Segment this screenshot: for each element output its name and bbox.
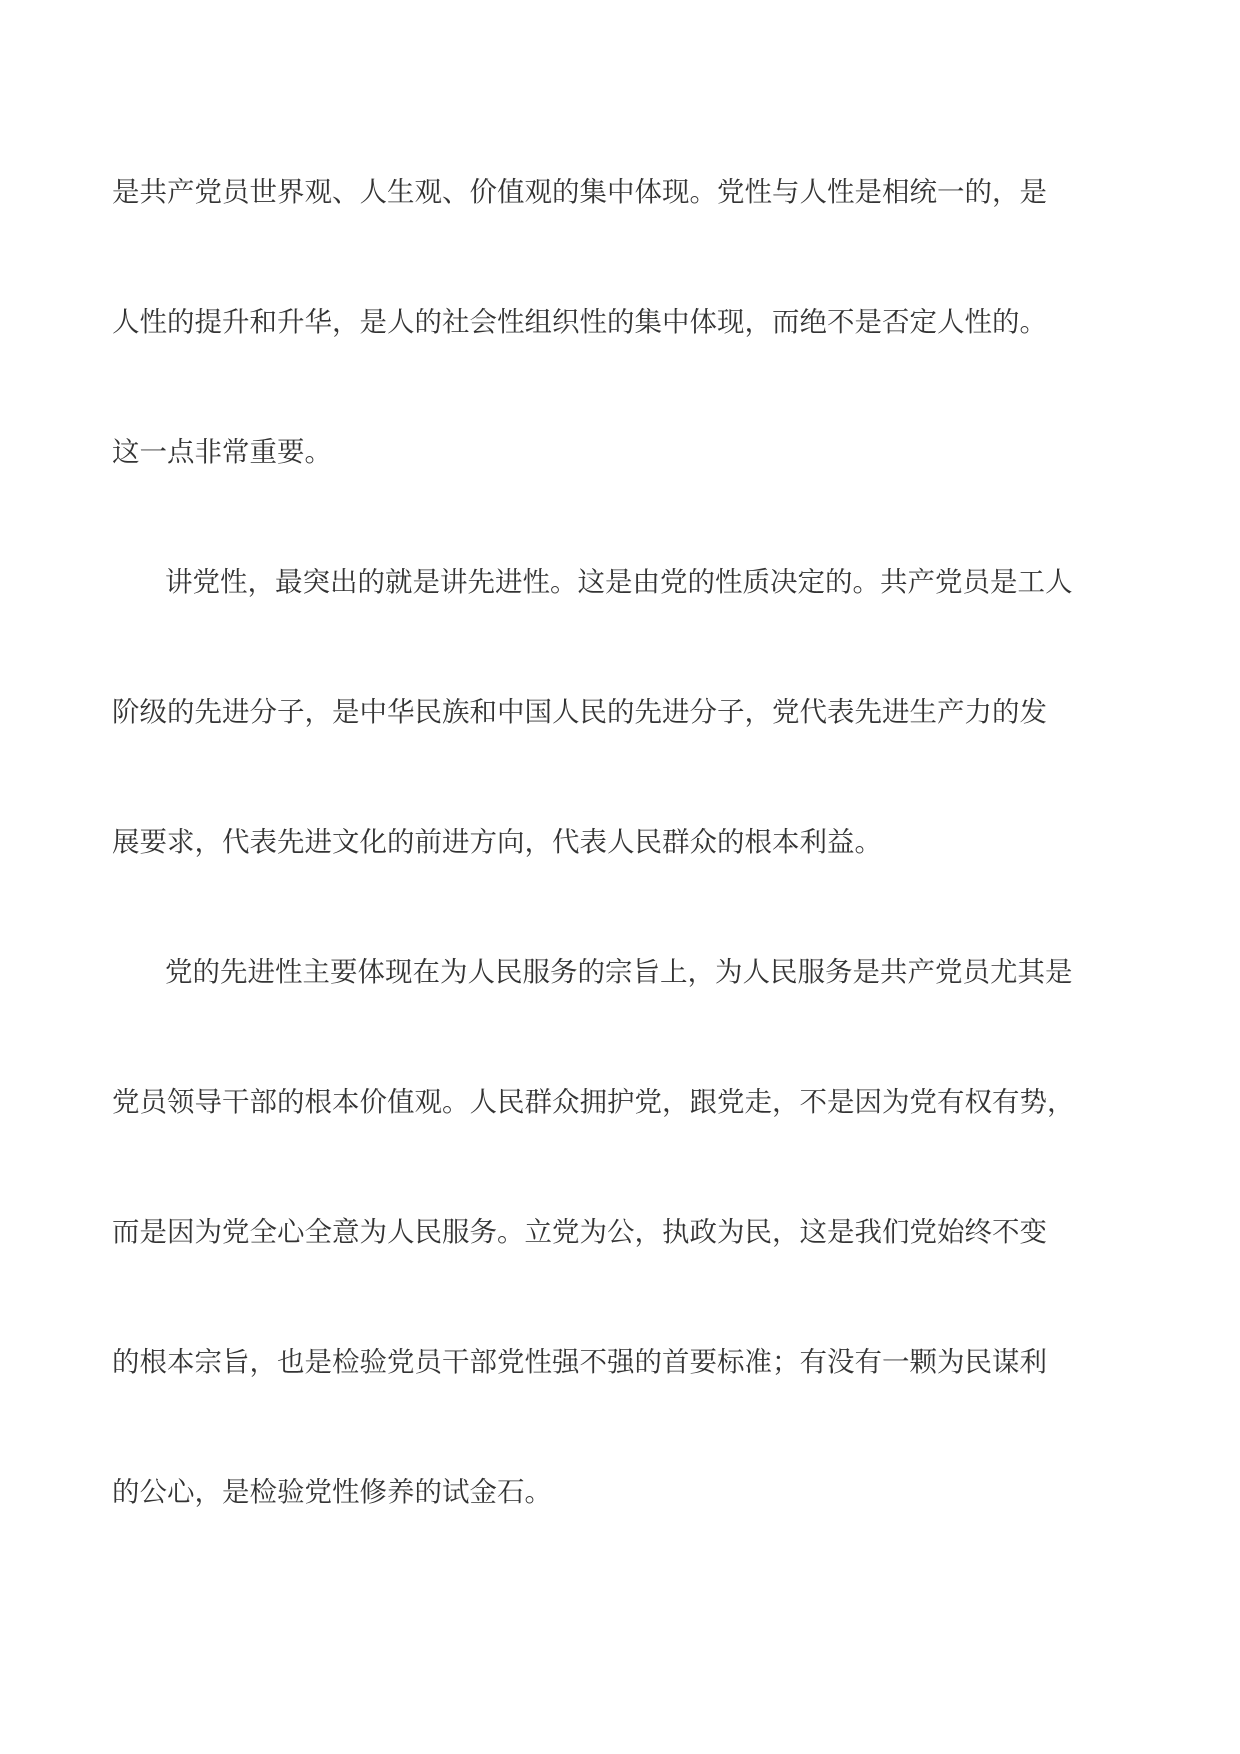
paragraph-2 xyxy=(112,562,1162,952)
paragraph-line: 讲党性，最突出的就是讲先进性。这是由党的性质决定的。共产党员是工人 xyxy=(165,566,1073,598)
paragraph-line: 的根本宗旨，也是检验党员干部党性强不强的首要标准；有没有一颗为民谋利 xyxy=(112,1346,1047,1378)
paragraph-line: 人性的提升和升华，是人的社会性组织性的集中体现，而绝不是否定人性的。 xyxy=(112,306,1047,338)
paragraph-line: 党员领导干部的根本价值观。人民群众拥护党，跟党走，不是因为党有权有势， xyxy=(112,1086,1075,1118)
paragraph-line: 这一点非常重要。 xyxy=(112,436,332,468)
paragraph-line: 是共产党员世界观、人生观、价值观的集中体现。党性与人性是相统一的，是 xyxy=(112,176,1047,208)
paragraph-3 xyxy=(112,952,1162,1602)
paragraph-1 xyxy=(112,172,1162,562)
paragraph-line: 党的先进性主要体现在为人民服务的宗旨上，为人民服务是共产党员尤其是 xyxy=(165,956,1073,988)
paragraph-line: 而是因为党全心全意为人民服务。立党为公，执政为民，这是我们党始终不变 xyxy=(112,1216,1047,1248)
paragraph-line: 的公心，是检验党性修养的试金石。 xyxy=(112,1476,552,1508)
paragraph-line: 阶级的先进分子，是中华民族和中国人民的先进分子，党代表先进生产力的发 xyxy=(112,696,1047,728)
body-text xyxy=(112,172,1162,1602)
paragraph-line: 展要求，代表先进文化的前进方向，代表人民群众的根本利益。 xyxy=(112,826,882,858)
